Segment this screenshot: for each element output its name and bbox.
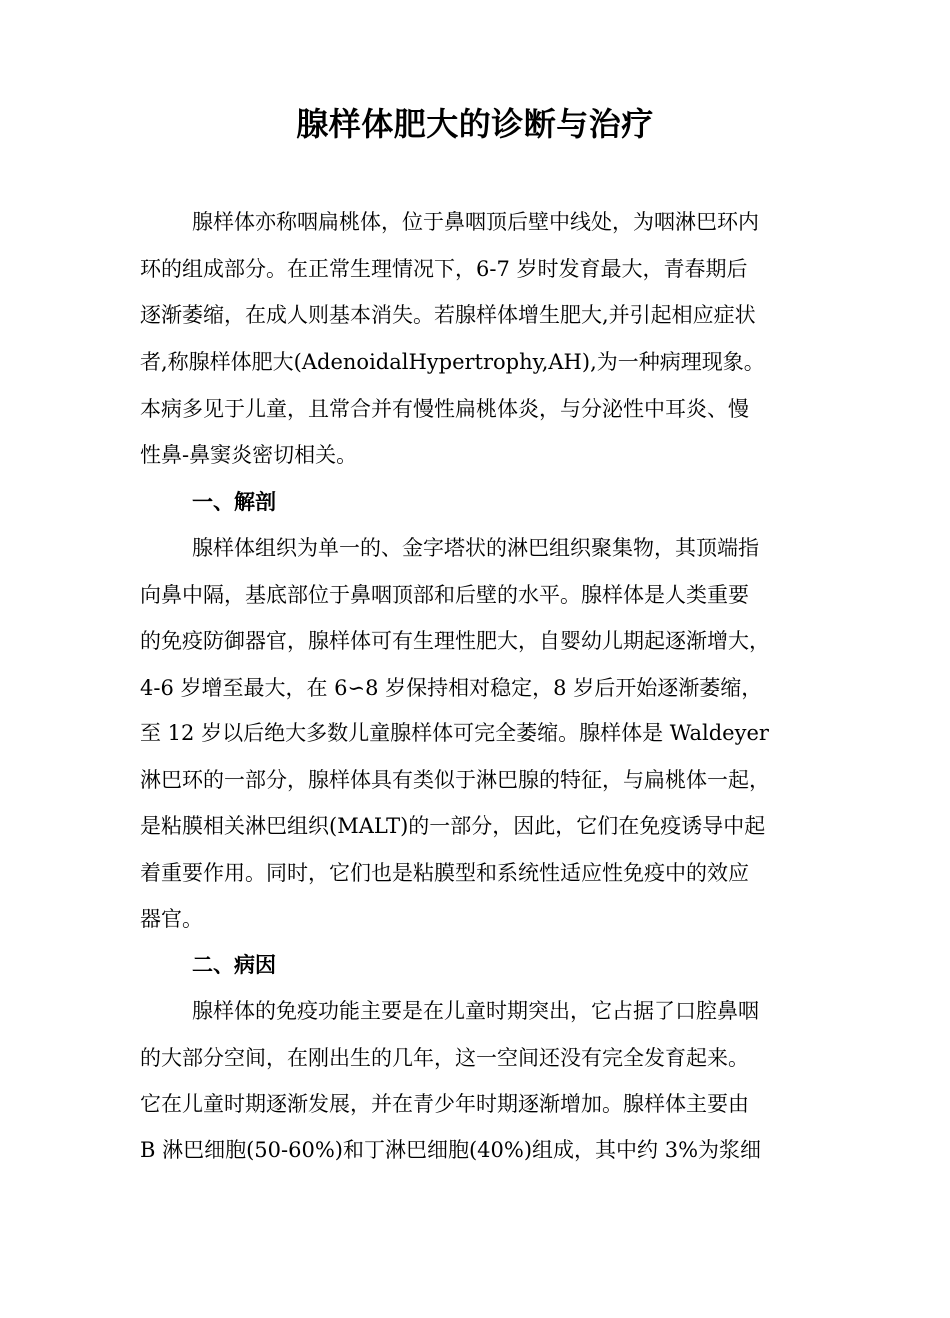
paragraph-line: 向鼻中隔，基底部位于鼻咽顶部和后壁的水平。腺样体是人类重要 [140, 583, 749, 607]
document-title: 腺样体肥大的诊断与治疗 [296, 105, 654, 143]
paragraph-line: 淋巴环的一部分，腺样体具有类似于淋巴腺的特征，与扁桃体一起， [140, 768, 770, 792]
section-heading-etiology: 二、病因 [192, 953, 276, 977]
paragraph-line: 的免疫防御器官，腺样体可有生理性肥大，自婴幼儿期起逐渐增大， [140, 629, 770, 653]
paragraph-line: 器官。 [140, 907, 203, 931]
paragraph-line: 是粘膜相关淋巴组织(MALT)的一部分，因此，它们在免疫诱导中起 [140, 814, 766, 838]
paragraph-line: 着重要作用。同时，它们也是粘膜型和系统性适应性免疫中的效应 [140, 861, 749, 885]
paragraph-line: 腺样体的免疫功能主要是在儿童时期突出，它占据了口腔鼻咽 [192, 999, 759, 1023]
paragraph-line: 的大部分空间，在刚出生的几年，这一空间还没有完全发育起来。 [140, 1046, 749, 1070]
paragraph-line: 环的组成部分。在正常生理情况下，6-7 岁时发育最大，青春期后 [140, 257, 748, 281]
section-heading-anatomy: 一、解剖 [192, 490, 276, 514]
paragraph-line: 性鼻-鼻窦炎密切相关。 [140, 443, 358, 467]
paragraph-line: 腺样体亦称咽扁桃体，位于鼻咽顶后壁中线处，为咽淋巴环内 [192, 210, 759, 234]
paragraph-line: 本病多见于儿童，且常合并有慢性扁桃体炎，与分泌性中耳炎、慢 [140, 397, 749, 421]
paragraph-line: 至 12 岁以后绝大多数儿童腺样体可完全萎缩。腺样体是 Waldeyer [140, 721, 769, 745]
paragraph-line: B 淋巴细胞(50-60%)和丁淋巴细胞(40%)组成，其中约 3%为浆细 [140, 1138, 762, 1162]
paragraph-line: 它在儿童时期逐渐发展，并在青少年时期逐渐增加。腺样体主要由 [140, 1092, 749, 1116]
paragraph-line: 腺样体组织为单一的、金字塔状的淋巴组织聚集物，其顶端指 [192, 536, 759, 560]
paragraph-line: 者,称腺样体肥大(AdenoidalHypertrophy,AH),为一种病理现象。 [140, 350, 765, 374]
paragraph-line: 4-6 岁增至最大，在 6∽8 岁保持相对稳定，8 岁后开始逐渐萎缩， [140, 676, 763, 700]
paragraph-line: 逐渐萎缩，在成人则基本消失。若腺样体增生肥大,并引起相应症状 [140, 303, 756, 327]
